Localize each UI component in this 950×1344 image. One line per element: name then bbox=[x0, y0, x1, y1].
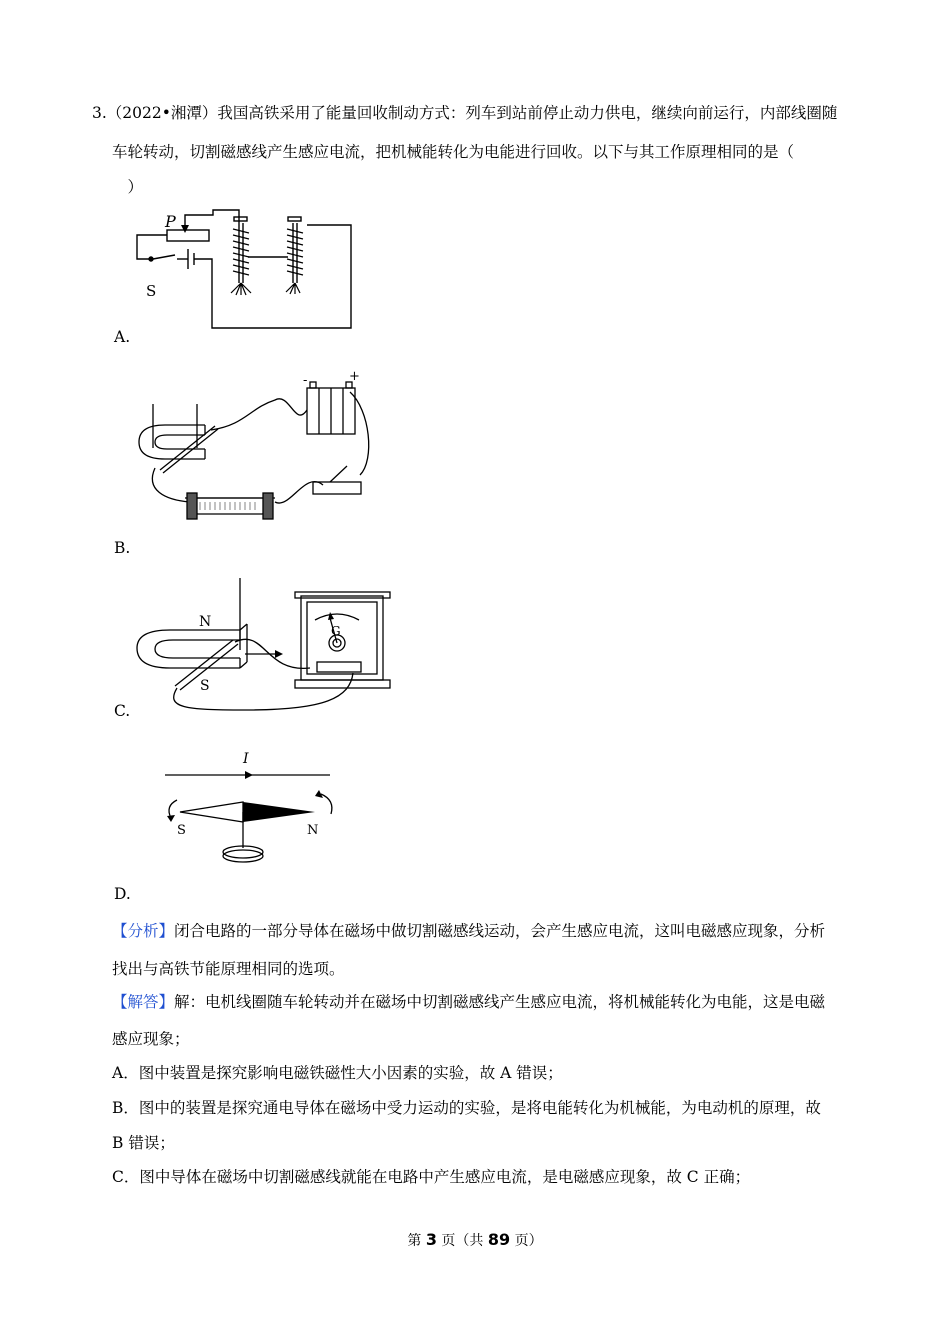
label-south: S bbox=[200, 678, 210, 694]
analysis-line-2: 找出与高铁节能原理相同的选项。 bbox=[112, 960, 345, 978]
option-a-label: A. bbox=[114, 328, 131, 346]
label-plus: + bbox=[349, 370, 360, 384]
label-galvanometer-g: G bbox=[331, 624, 341, 638]
answer-option-b-line-1: B．图中的装置是探究通电导体在磁场中受力运动的实验，是将电能转化为机械能，为电动机的原理，故 bbox=[112, 1099, 821, 1117]
label-compass-n: N bbox=[307, 823, 319, 838]
label-switch-s: S bbox=[146, 282, 157, 300]
label-north: N bbox=[199, 614, 212, 630]
label-compass-s: S bbox=[177, 823, 186, 838]
analysis-text-1: 闭合电路的一部分导体在磁场中做切割磁感线运动，会产生感应电流，这叫电磁感应现象，分析 bbox=[174, 922, 826, 940]
figure-c-induction-galvanometer bbox=[125, 578, 395, 713]
footer-page-number: 3 bbox=[425, 1230, 437, 1249]
figure-a-electromagnet-circuit bbox=[125, 205, 365, 333]
footer-prefix: 第 bbox=[407, 1233, 426, 1249]
question-line-1 bbox=[92, 102, 837, 124]
answer-text-1: 解：电机线圈随车轮转动并在磁场中切割磁感线产生感应电流，将机械能转化为电能，这是电磁 bbox=[174, 993, 826, 1011]
page-footer bbox=[0, 1230, 950, 1250]
question-line-3: ） bbox=[112, 178, 144, 196]
footer-middle: 页（共 bbox=[436, 1233, 488, 1249]
analysis-tag: 【分析】 bbox=[112, 922, 175, 940]
option-c-label: C. bbox=[114, 702, 131, 720]
answer-option-b-line-2: B 错误； bbox=[112, 1134, 175, 1152]
answer-option-c: C．图中导体在磁场中切割磁感线就能在电路中产生感应电流，是电磁感应现象，故 C 正确； bbox=[112, 1168, 751, 1186]
label-p: P bbox=[165, 212, 176, 231]
label-minus: - bbox=[303, 373, 308, 388]
footer-suffix: 页） bbox=[510, 1233, 543, 1249]
option-d-label: D. bbox=[114, 885, 131, 903]
answer-line-1 bbox=[112, 991, 825, 1013]
label-current-i: I bbox=[243, 751, 249, 767]
question-line-2: 车轮转动，切割磁感线产生感应电流，把机械能转化为电能进行回收。以下与其工作原理相同的是（ bbox=[112, 143, 795, 161]
answer-line-2: 感应现象； bbox=[112, 1030, 190, 1048]
option-b-label: B. bbox=[114, 539, 131, 557]
analysis-line-1 bbox=[112, 920, 825, 942]
question-number: 3. bbox=[92, 104, 107, 122]
figure-d-oersted-compass bbox=[125, 748, 345, 870]
footer-total-pages: 89 bbox=[487, 1230, 511, 1249]
question-text-1: （2022•湘潭）我国高铁采用了能量回收制动方式：列车到站前停止动力供电，继续向前运行，内部线圈随 bbox=[106, 104, 838, 122]
answer-tag: 【解答】 bbox=[112, 993, 175, 1011]
figure-b-motor-apparatus bbox=[125, 370, 375, 530]
answer-option-a: A．图中装置是探究影响电磁铁磁性大小因素的实验，故 A 错误； bbox=[112, 1064, 563, 1082]
